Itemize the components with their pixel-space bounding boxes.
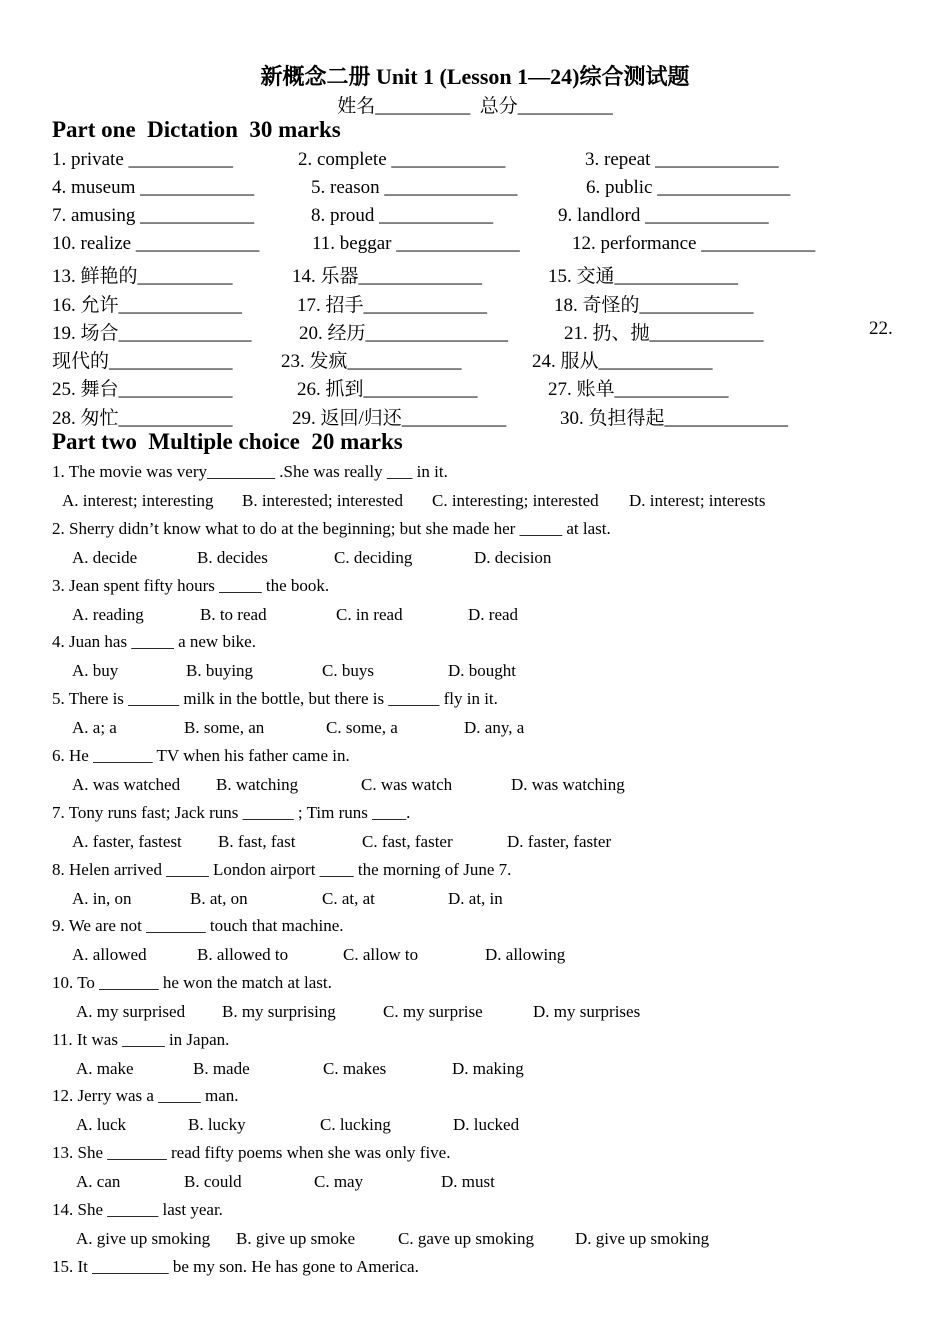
dictation-item: 8. proud ____________ [311, 205, 494, 226]
answer-option: D. must [441, 1172, 495, 1191]
answer-option: C. my surprise [383, 1002, 483, 1021]
answer-option: A. luck [76, 1115, 127, 1134]
answer-option: C. allow to [343, 945, 419, 964]
question-stem: 6. He _______ TV when his father came in. [52, 746, 350, 765]
answer-option: C. was watch [361, 775, 453, 794]
answer-option: D. allowing [485, 945, 566, 964]
answer-option: D. give up smoking [575, 1229, 710, 1248]
dictation-item: 20. 经历_______________ [299, 323, 509, 344]
answer-option: A. interest; interesting [62, 491, 214, 510]
answer-option: C. buys [322, 661, 374, 680]
question-stem: 2. Sherry didn’t know what to do at the beginning; but she made her _____ at last. [52, 519, 611, 538]
answer-option: D. was watching [511, 775, 625, 794]
answer-option: B. made [193, 1059, 250, 1078]
answer-option: C. may [314, 1172, 364, 1191]
answer-option: A. faster, fastest [72, 832, 182, 851]
answer-option: A. decide [72, 548, 138, 567]
name-score-line: 姓名__________ 总分__________ [337, 96, 613, 117]
question-stem: 8. Helen arrived _____ London airport ____ the morning of June 7. [52, 860, 512, 879]
answer-option: A. allowed [72, 945, 147, 964]
dictation-item: 12. performance ____________ [572, 233, 816, 254]
answer-option: B. to read [200, 605, 267, 624]
dictation-item: 10. realize _____________ [52, 233, 260, 254]
answer-option: C. at, at [322, 889, 375, 908]
answer-option: D. lucked [453, 1115, 520, 1134]
dictation-item: 28. 匆忙____________ [52, 408, 233, 429]
part-two-heading: Part two Multiple choice 20 marks [52, 429, 403, 454]
answer-option: A. make [76, 1059, 134, 1078]
answer-option: C. gave up smoking [398, 1229, 534, 1248]
answer-option: D. any, a [464, 718, 525, 737]
question-stem: 10. To _______ he won the match at last. [52, 973, 332, 992]
answer-option: A. a; a [72, 718, 117, 737]
dictation-item: 24. 服从____________ [532, 351, 713, 372]
answer-option: A. can [76, 1172, 121, 1191]
dictation-item: 30. 负担得起_____________ [560, 408, 789, 429]
dictation-item: 15. 交通_____________ [548, 266, 739, 287]
dictation-item: 14. 乐器_____________ [292, 266, 483, 287]
answer-option: D. interest; interests [629, 491, 766, 510]
answer-option: A. was watched [72, 775, 181, 794]
dictation-item: 19. 场合______________ [52, 323, 252, 344]
answer-option: B. interested; interested [242, 491, 403, 510]
answer-option: B. at, on [190, 889, 248, 908]
answer-option: B. allowed to [197, 945, 289, 964]
question-stem: 9. We are not _______ touch that machine. [52, 916, 344, 935]
dictation-item: 21. 扔、抛____________ [564, 323, 764, 344]
dictation-item: 2. complete ____________ [298, 149, 506, 170]
dictation-item: 11. beggar _____________ [312, 233, 520, 254]
question-stem: 4. Juan has _____ a new bike. [52, 632, 256, 651]
answer-option: A. in, on [72, 889, 132, 908]
answer-option: D. decision [474, 548, 552, 567]
dictation-item: 26. 抓到____________ [297, 379, 478, 400]
answer-option: B. could [184, 1172, 242, 1191]
answer-option: C. makes [323, 1059, 387, 1078]
dictation-item: 1. private ___________ [52, 149, 234, 170]
answer-option: B. give up smoke [236, 1229, 355, 1248]
dictation-item: 13. 鲜艳的__________ [52, 266, 233, 287]
dictation-item: 18. 奇怪的____________ [554, 295, 754, 316]
question-stem: 1. The movie was very________ .She was really ___ in it. [52, 462, 448, 481]
dictation-item: 23. 发疯____________ [281, 351, 462, 372]
answer-option: B. some, an [184, 718, 265, 737]
answer-option: B. my surprising [222, 1002, 336, 1021]
dictation-item: 22. [869, 318, 893, 339]
question-stem: 13. She _______ read fifty poems when she was only five. [52, 1143, 451, 1162]
dictation-item: 7. amusing ____________ [52, 205, 255, 226]
answer-option: D. making [452, 1059, 524, 1078]
dictation-item: 现代的_____________ [52, 351, 233, 372]
dictation-item: 4. museum ____________ [52, 177, 255, 198]
answer-option: A. reading [72, 605, 144, 624]
answer-option: A. give up smoking [76, 1229, 211, 1248]
dictation-item: 25. 舞台____________ [52, 379, 233, 400]
question-stem: 3. Jean spent fifty hours _____ the book. [52, 576, 330, 595]
answer-option: B. decides [197, 548, 268, 567]
question-stem: 12. Jerry was a _____ man. [52, 1086, 239, 1105]
answer-option: C. interesting; interested [432, 491, 599, 510]
answer-option: B. buying [186, 661, 254, 680]
dictation-item: 27. 账单____________ [548, 379, 729, 400]
answer-option: B. lucky [188, 1115, 246, 1134]
answer-option: B. fast, fast [218, 832, 296, 851]
dictation-item: 9. landlord _____________ [558, 205, 769, 226]
dictation-item: 17. 招手_____________ [297, 295, 488, 316]
answer-option: A. buy [72, 661, 119, 680]
dictation-item: 29. 返回/归还___________ [292, 408, 507, 429]
answer-option: C. some, a [326, 718, 398, 737]
dictation-item: 6. public ______________ [586, 177, 791, 198]
answer-option: C. deciding [334, 548, 413, 567]
question-stem: 5. There is ______ milk in the bottle, but there is ______ fly in it. [52, 689, 498, 708]
answer-option: B. watching [216, 775, 299, 794]
question-stem: 15. It _________ be my son. He has gone to America. [52, 1257, 419, 1276]
answer-option: D. my surprises [533, 1002, 641, 1021]
dictation-item: 16. 允许_____________ [52, 295, 243, 316]
question-stem: 14. She ______ last year. [52, 1200, 223, 1219]
answer-option: D. bought [448, 661, 516, 680]
question-stem: 7. Tony runs fast; Jack runs ______ ; Tim runs ____. [52, 803, 411, 822]
dictation-item: 5. reason ______________ [311, 177, 518, 198]
answer-option: C. fast, faster [362, 832, 453, 851]
answer-option: D. faster, faster [507, 832, 612, 851]
answer-option: D. read [468, 605, 519, 624]
question-stem: 11. It was _____ in Japan. [52, 1030, 230, 1049]
page-title: 新概念二册 Unit 1 (Lesson 1—24)综合测试题 [260, 64, 690, 89]
answer-option: A. my surprised [76, 1002, 186, 1021]
answer-option: C. in read [336, 605, 403, 624]
answer-option: C. lucking [320, 1115, 391, 1134]
dictation-item: 3. repeat _____________ [585, 149, 779, 170]
part-one-heading: Part one Dictation 30 marks [52, 117, 341, 142]
answer-option: D. at, in [448, 889, 503, 908]
